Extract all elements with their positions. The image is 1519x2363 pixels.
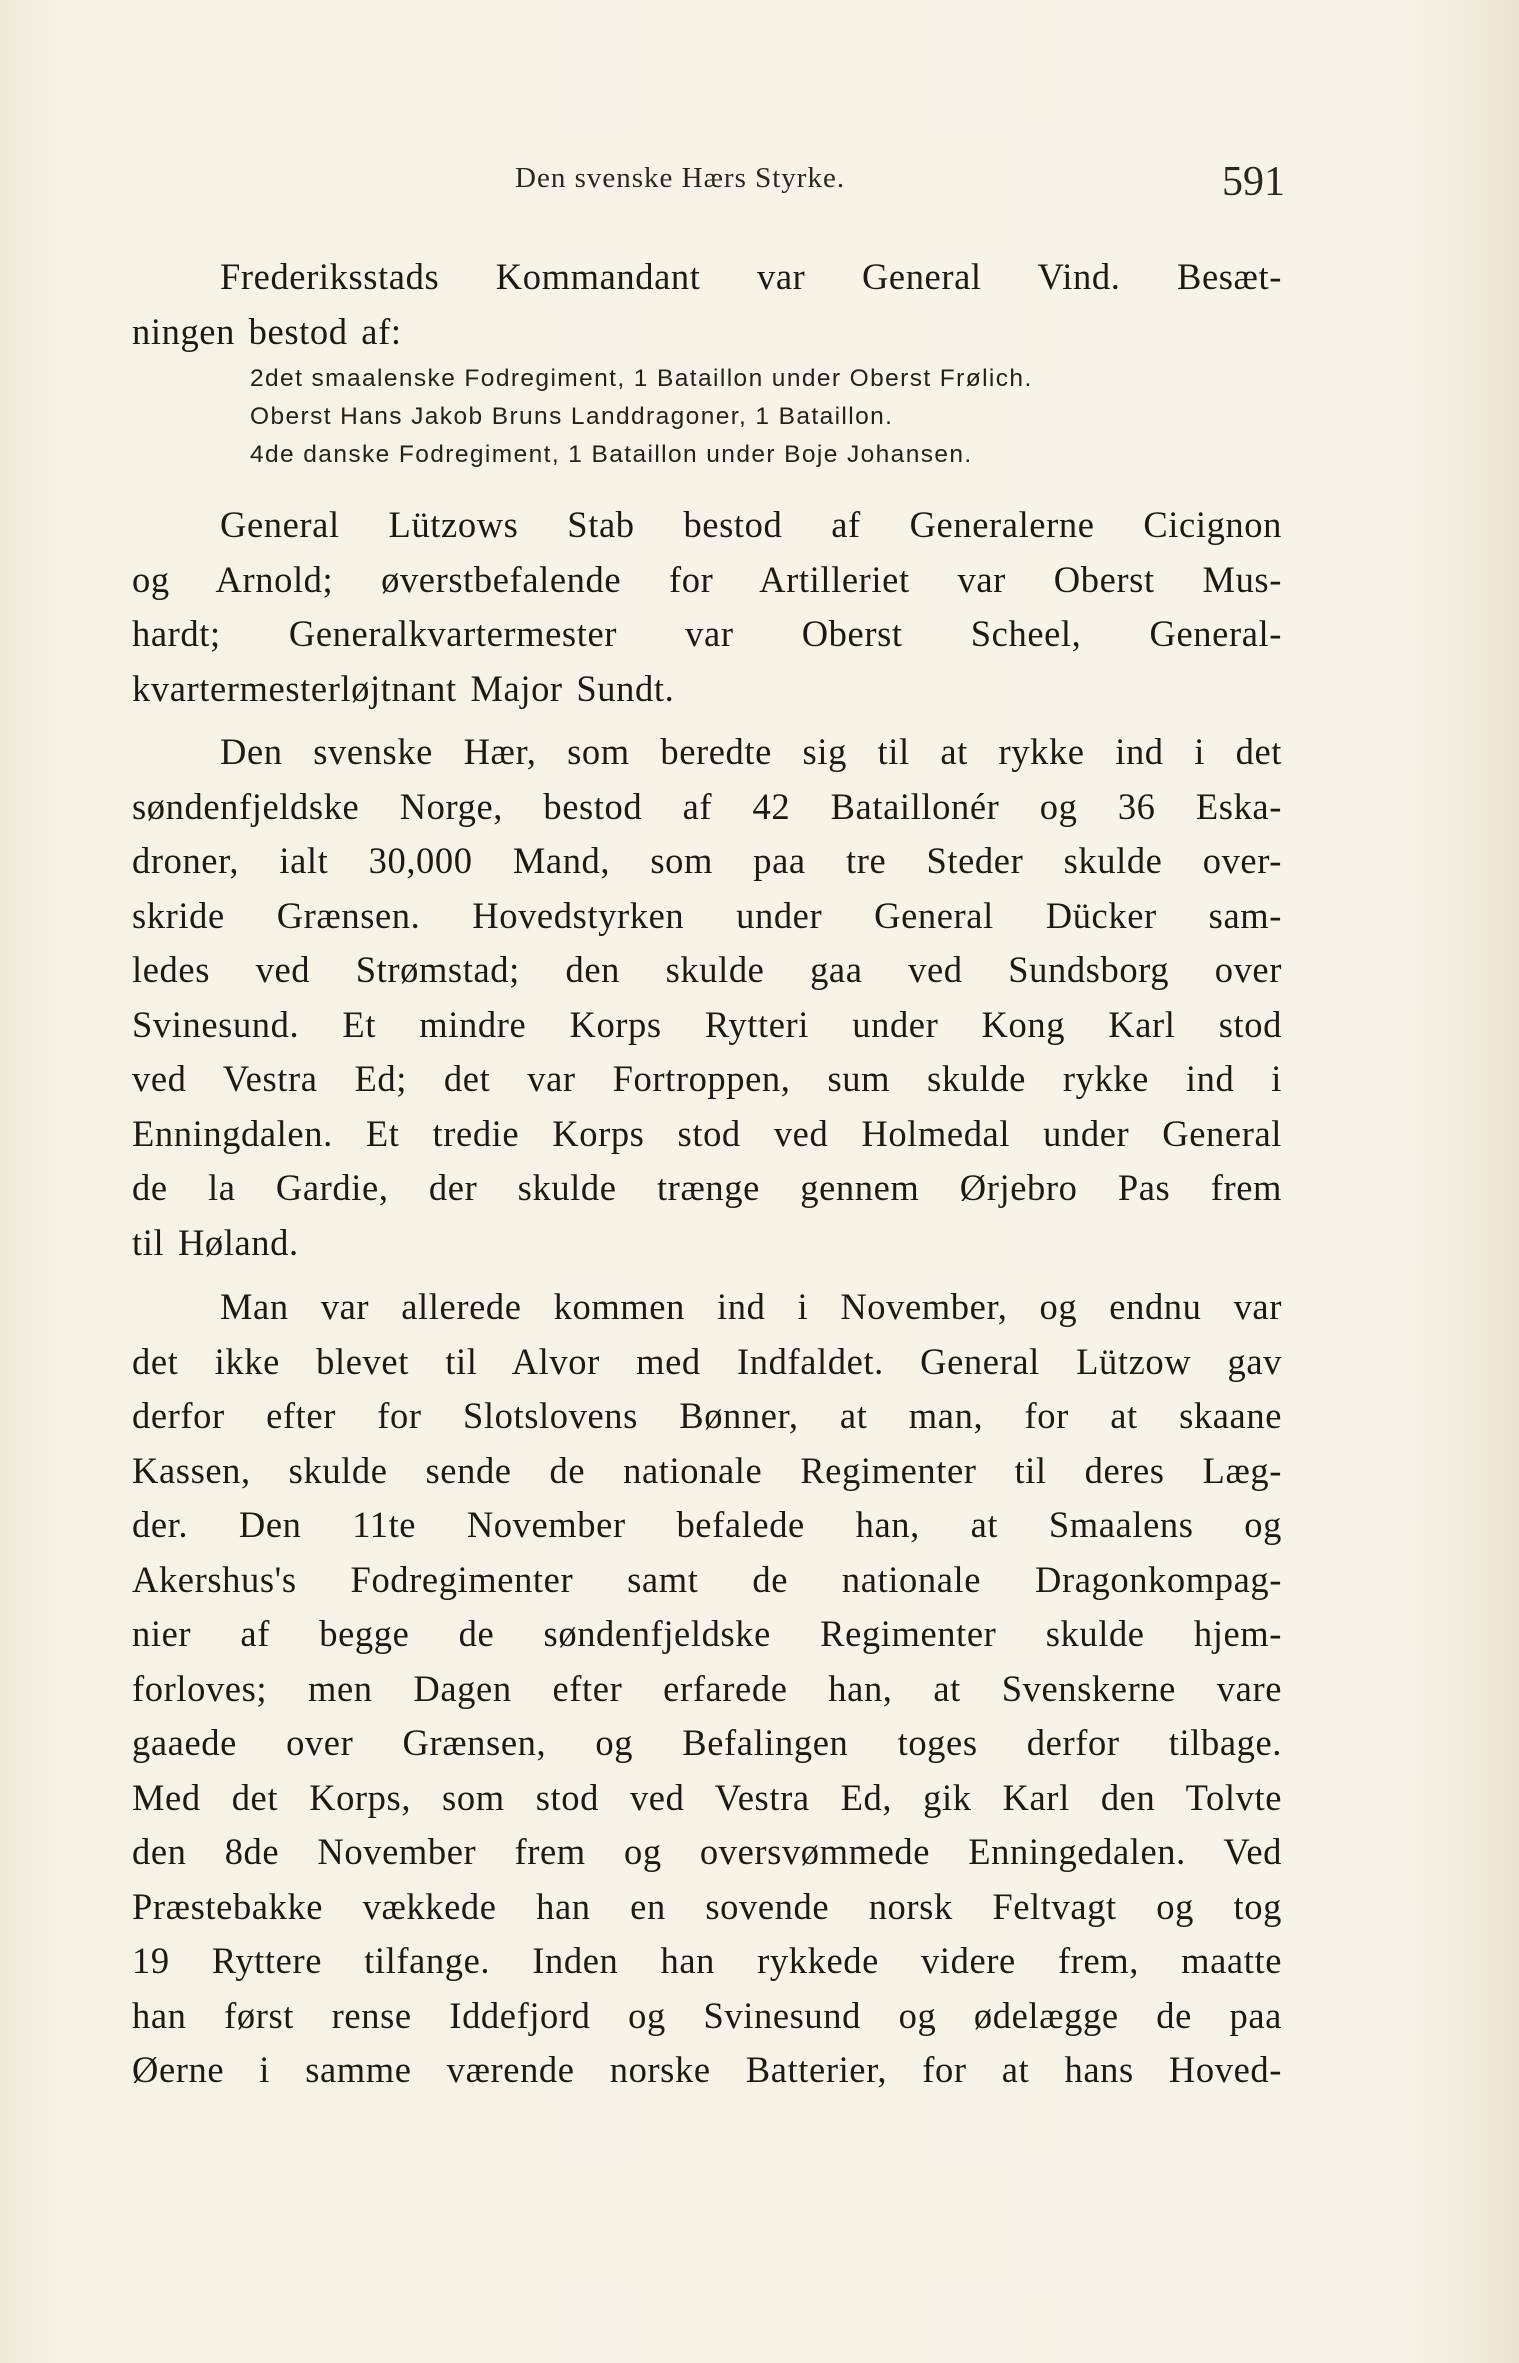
text-line: hardt; Generalkvartermester var Oberst Scheel, General- xyxy=(132,613,1282,654)
text-line: der. Den 11te November befalede han, at Smaalens og xyxy=(132,1504,1282,1545)
text-line: Frederiksstads Kommandant var General Vind. Besæt- xyxy=(220,256,1282,297)
text-line: kvartermesterløjtnant Major Sundt. xyxy=(132,667,675,709)
text-line: nier af begge de søndenfjeldske Regimenter skulde hjem- xyxy=(132,1613,1282,1654)
text-line: Svinesund. Et mindre Korps Rytteri under Kong Karl stod xyxy=(132,1003,1282,1045)
text-line: 19 Ryttere tilfange. Inden han rykkede videre frem, maatte xyxy=(132,1940,1282,1981)
text-line: forloves; men Dagen efter erfarede han, at Svenskerne vare xyxy=(132,1667,1282,1709)
list-item: 2det smaalenske Fodregiment, 1 Bataillon under Oberst Frølich. xyxy=(250,365,1033,392)
text-line: Øerne i samme værende norske Batterier, for at hans Hoved- xyxy=(132,2049,1282,2090)
text-line: Med det Korps, som stod ved Vestra Ed, gik Karl den Tolvte xyxy=(132,1776,1282,1818)
text-line: ningen bestod af: xyxy=(132,310,402,352)
text-line: det ikke blevet til Alvor med Indfaldet. General Lützow gav xyxy=(132,1340,1282,1382)
running-header: Den svenske Hærs Styrke. xyxy=(515,162,846,194)
text-line: til Høland. xyxy=(132,1221,299,1263)
list-item: Oberst Hans Jakob Bruns Landdragoner, 1 Bataillon. xyxy=(250,403,894,430)
text-line: gaaede over Grænsen, og Befalingen toges derfor tilbage. xyxy=(132,1722,1282,1763)
text-line: den 8de November frem og oversvømmede Enningedalen. Ved xyxy=(132,1831,1282,1872)
text-line: General Lützows Stab bestod af Generalerne Cicignon xyxy=(220,504,1282,545)
paragraph-november xyxy=(132,1280,1282,2098)
text-line: Kassen, skulde sende de nationale Regimenter til deres Læg- xyxy=(132,1449,1282,1491)
garrison-list xyxy=(250,360,1260,474)
text-line: derfor efter for Slotslovens Bønner, at man, for at skaane xyxy=(132,1395,1282,1436)
text-line: de la Gardie, der skulde trænge gennem Ørjebro Pas frem xyxy=(132,1167,1282,1208)
text-line: ledes ved Strømstad; den skulde gaa ved Sundsborg over xyxy=(132,949,1282,990)
text-line: Man var allerede kommen ind i November, og endnu var xyxy=(220,1286,1282,1327)
text-line: søndenfjeldske Norge, bestod af 42 Bataillonér og 36 Eska- xyxy=(132,785,1282,827)
text-line: Den svenske Hær, som beredte sig til at rykke ind i det xyxy=(220,731,1282,772)
paragraph-garrison-intro xyxy=(132,250,1282,359)
paragraph-staff xyxy=(132,498,1282,716)
list-item: 4de danske Fodregiment, 1 Bataillon under Boje Johansen. xyxy=(250,441,973,468)
text-line: ved Vestra Ed; det var Fortroppen, sum skulde rykke ind i xyxy=(132,1058,1282,1099)
text-line: Akershus's Fodregimenter samt de nationale Dragonkompag- xyxy=(132,1558,1282,1600)
text-line: Enningdalen. Et tredie Korps stod ved Holmedal under General xyxy=(132,1112,1282,1154)
text-line: Præstebakke vækkede han en sovende norsk Feltvagt og tog xyxy=(132,1885,1282,1927)
text-line: skride Grænsen. Hovedstyrken under General Dücker sam- xyxy=(132,894,1282,936)
text-line: droner, ialt 30,000 Mand, som paa tre Steder skulde over- xyxy=(132,840,1282,881)
page-number: 591 xyxy=(1222,159,1285,205)
paragraph-swedish-army xyxy=(132,725,1282,1270)
text-line: og Arnold; øverstbefalende for Artilleriet var Oberst Mus- xyxy=(132,558,1282,600)
text-line: han først rense Iddefjord og Svinesund og ødelægge de paa xyxy=(132,1994,1282,2036)
